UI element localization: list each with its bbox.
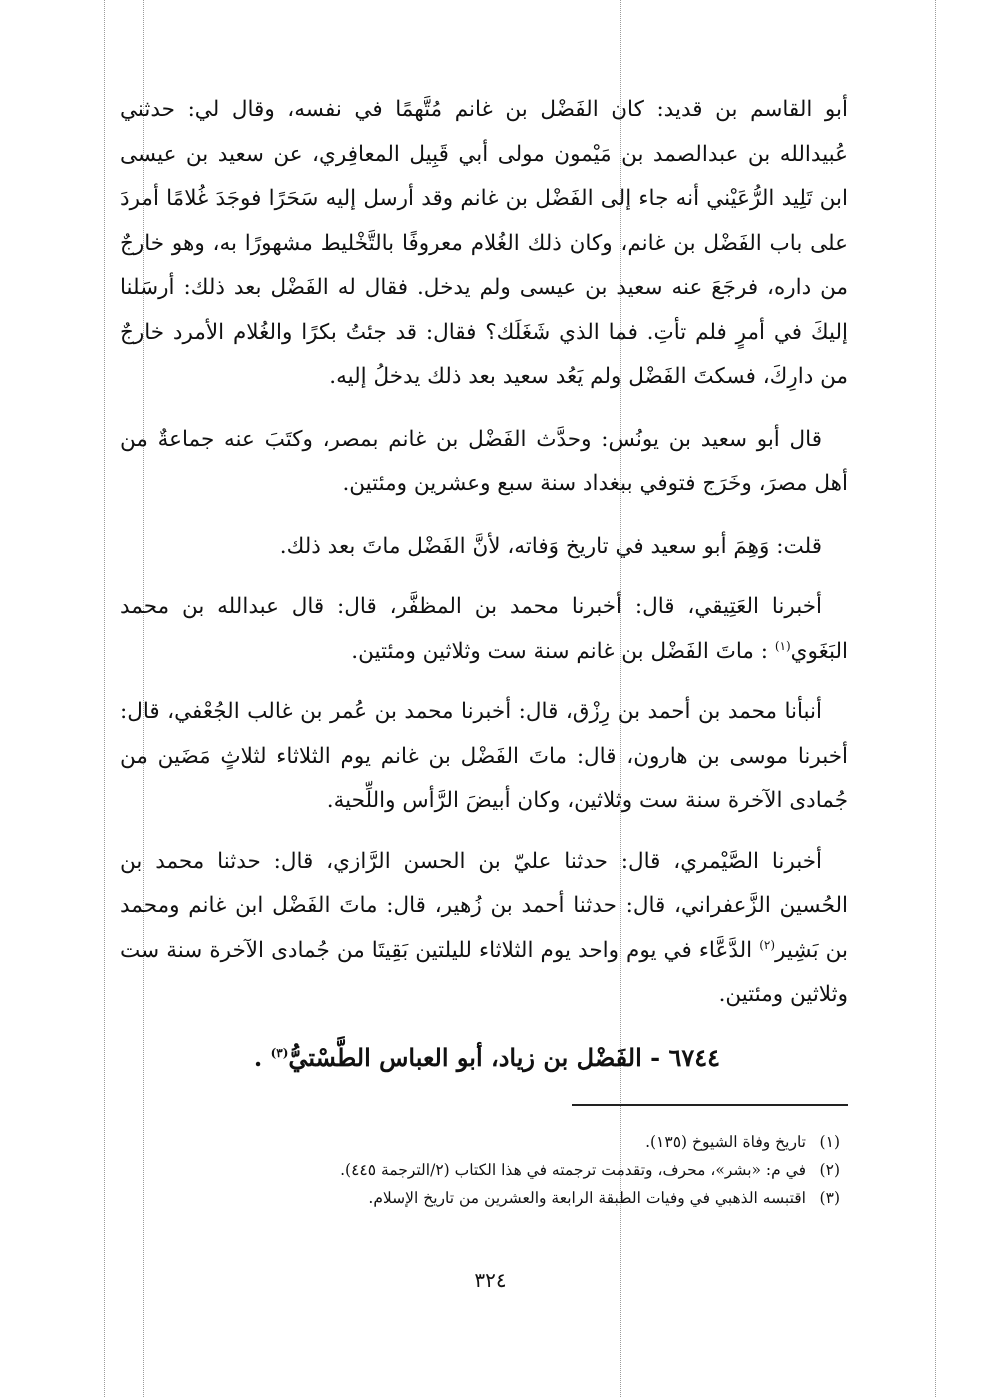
entry-heading (120, 1036, 848, 1080)
paragraph-3: قلت: وَهِمَ أبو سعيد في تاريخ وَفاته، لأنَّ الفَضْل ماتَ بعد ذلك. (279, 533, 822, 559)
footnote-ref-3: (٣) (270, 1045, 289, 1060)
paragraph-1: أبو القاسم بن قديد: كان الفَضْل بن غانم مُتَّهمًا في نفسه، وقال لي: حدثني عُبيدالله بن عبدالصمد بن مَيْمون مولى أبي قَبِيل المعافِري، عن سعيد بن عيسى ابن تَلِيد الرُّعَيْني أنه جاء إلى الفَضْل بن غانم وقد أرسل إليه سَحَرًا فوجَدَ غُلامًا أمردَ على باب الفَضْل بن غانم، وكان ذلك الغُلام معروفًا بالتَّخْليط مشهورًا به، وهو خارجٌ من داره، فرجَعَ عنه سعيد بن عيسى ولم يدخل. فقال له الفَضْل بعد ذلك: أرسَلنا إليكَ في أمرٍ فلم تأتِ. فما الذي شَغَلَك؟ فقال: قد جئتُ بكرًا والغُلام الأمرد خارجٌ من دارِكَ، فسكتَ الفَضْل ولم يَعُد سعيد بعد ذلك يدخلُ إليه. (120, 97, 848, 389)
footnote-number: (١) (819, 1132, 840, 1151)
page-number: ٣٢٤ (474, 1268, 507, 1292)
entry-title-end: . (253, 1042, 271, 1072)
footnote-number: (٢) (819, 1160, 840, 1179)
footnote-separator (572, 1104, 848, 1106)
footnote-text: اقتبسه الذهبي في وفيات الطبقة الرابعة والعشرين من تاريخ الإسلام. (368, 1188, 806, 1207)
footnote-2 (120, 1156, 848, 1184)
paragraph-2: قال أبو سعيد بن يونُس: وحدَّث الفَضْل بن غانم بمصر، وكتَبَ عنه جماعةٌ من أهل مصرَ، وخَرَج فتوفي ببغداد سنة سبع وعشرين ومئتين. (120, 426, 848, 496)
paragraph-4 (120, 585, 848, 674)
footnote-number: (٣) (819, 1188, 840, 1207)
entry-title-text: ٦٧٤٤ - الفَضْل بن زياد، أبو العباس الطَّسْتيُّ (288, 1042, 720, 1072)
paragraph-6-text: أخبرنا الصَّيْمري، قال: حدثنا عليّ بن الحسن الرَّازي، قال: حدثنا محمد بن الحُسين الزَّعفراني، قال: حدثنا أحمد بن زُهير، قال: ماتَ الفَضْل ابن غانم ومحمد بن بَشِير (120, 848, 848, 963)
footnote-text: في م: «بشر»، محرف، وتقدمت ترجمته في هذا الكتاب (٢/الترجمة ٤٤٥). (340, 1160, 806, 1179)
paragraph-5: أنبأنا محمد بن أحمد بن رِزْق، قال: أخبرنا محمد بن عُمر بن غالب الجُعْفي، قال: أخبرنا موسى بن هارون، قال: ماتَ الفَضْل بن غانم يوم الثلاثاء لثلاثٍ مَضَين من جُمادى الآخرة سنة ست وثلاثين، وكان أبيضَ الرَّأس واللِّحية. (120, 699, 848, 813)
scan-artifact-line (104, 0, 105, 1397)
paragraph-4-tail: : ماتَ الفَضْل بن غانم سنة ست وثلاثين ومئتين. (351, 638, 775, 664)
footnote-3 (120, 1184, 848, 1212)
footnote-text: تاريخ وفاة الشيوخ (١٣٥). (645, 1132, 806, 1151)
footnote-ref-1: (١) (774, 638, 791, 653)
scan-artifact-line (935, 0, 936, 1397)
paragraph-6 (120, 840, 848, 1018)
footnote-ref-2: (٢) (759, 937, 776, 952)
footnote-1 (120, 1128, 848, 1156)
paragraph-6-tail: الدَّعَّاء في يوم واحد يوم الثلاثاء لليلتين بَقِيتَا من جُمادى الآخرة سنة ست وثلاثين ومئتين. (120, 937, 848, 1007)
page-body (120, 88, 848, 1212)
paragraph-4-text: أخبرنا العَتِيقي، قال: أخبرنا محمد بن المظفَّر، قال: قال عبدالله بن محمد البَغَوي (120, 594, 848, 664)
